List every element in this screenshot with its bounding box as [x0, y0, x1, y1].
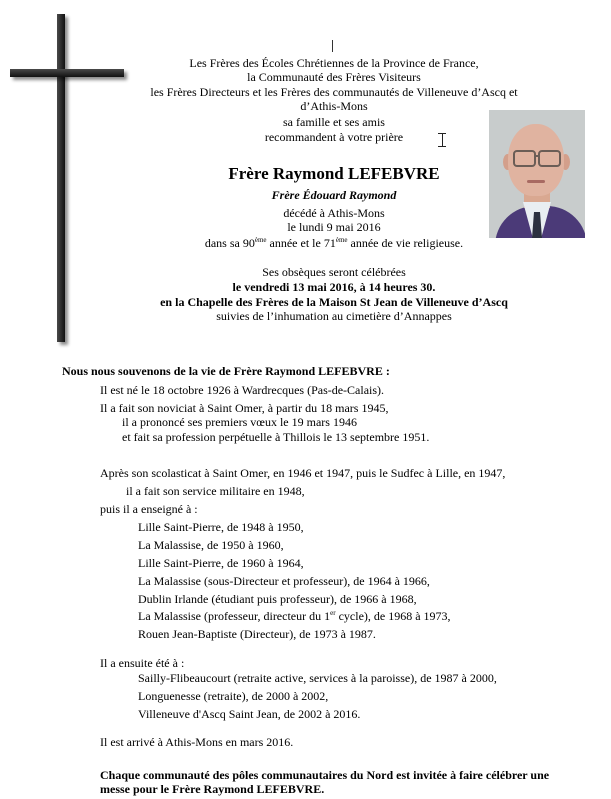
assignment-item: Lille Saint-Pierre, de 1960 à 1964, [138, 556, 304, 570]
assignment-item: Dublin Irlande (étudiant puis professeur), de 1966 à 1968, [138, 592, 417, 606]
later-item: Sailly-Flibeaucourt (retraite active, services à la paroisse), de 1987 à 2000, [138, 671, 497, 685]
novitiate-line: Il a fait son noviciat à Saint Omer, à partir du 18 mars 1945, [100, 401, 389, 415]
header-line-6: recommandent à votre prière [264, 130, 404, 144]
assignment-item: Rouen Jean-Baptiste (Directeur), de 1973 à 1987. [138, 627, 376, 641]
assignment-item: La Malassise (professeur, directeur du 1er cycle), de 1968 à 1973, [138, 609, 451, 623]
cross-vertical-bar [57, 14, 65, 342]
religious-name: Frère Édouard Raymond [271, 188, 397, 202]
later-item: Longuenesse (retraite), de 2000 à 2002, [138, 689, 329, 703]
funeral-date: le vendredi 13 mai 2016, à 14 heures 30. [232, 280, 436, 294]
later-intro: Il a ensuite été à : [100, 656, 185, 670]
header-line-4: d’Athis-Mons [300, 99, 368, 113]
death-date: le lundi 9 mai 2016 [287, 220, 381, 234]
closing-line-2: messe pour le Frère Raymond LEFEBVRE. [100, 782, 325, 796]
burial-line: suivies de l’inhumation au cimetière d’Annappes [216, 309, 452, 323]
funeral-intro: Ses obsèques seront célébrées [262, 265, 406, 279]
military-service-line: il a fait son service militaire en 1948, [126, 484, 305, 498]
first-vows-line: il a prononcé ses premiers vœux le 19 mars 1946 [122, 415, 357, 429]
assignment-item: Lille Saint-Pierre, de 1948 à 1950, [138, 520, 304, 534]
birth-line: Il est né le 18 octobre 1926 à Wardrecques (Pas-de-Calais). [100, 383, 385, 397]
header-line-5: sa famille et ses amis [283, 115, 385, 129]
closing-line-1: Chaque communauté des pôles communautaires du Nord est invitée à faire célébrer une [100, 768, 550, 782]
text-caret [332, 40, 333, 52]
scholasticate-line: Après son scolasticat à Saint Omer, en 1946 et 1947, puis le Sudfec à Lille, en 1947, [100, 466, 506, 480]
header-line-1: Les Frères des Écoles Chrétiennes de la Province de France, [189, 56, 479, 70]
header-line-2: la Communauté des Frères Visiteurs [247, 70, 421, 84]
assignment-item: La Malassise (sous-Directeur et professeur), de 1964 à 1966, [138, 574, 430, 588]
header-line-3: les Frères Directeurs et les Frères des communautés de Villeneuve d’Ascq et [150, 85, 518, 99]
perpetual-vows-line: et fait sa profession perpétuelle à Thillois le 13 septembre 1951. [122, 430, 430, 444]
death-place: décédé à Athis-Mons [283, 206, 385, 220]
taught-intro: puis il a enseigné à : [100, 502, 198, 516]
cross-horizontal-bar [10, 69, 124, 77]
funeral-place: en la Chapelle des Frères de la Maison St Jean de Villeneuve d’Ascq [160, 295, 508, 309]
later-item: Villeneuve d'Ascq Saint Jean, de 2002 à 2016. [138, 707, 361, 721]
biography-heading: Nous nous souvenons de la vie de Frère Raymond LEFEBVRE : [62, 364, 390, 378]
age-line: dans sa 90ème année et le 71ème année de vie religieuse. [204, 236, 464, 250]
deceased-name: Frère Raymond LEFEBVRE [228, 164, 440, 183]
assignment-item: La Malassise, de 1950 à 1960, [138, 538, 284, 552]
arrival-line: Il est arrivé à Athis-Mons en mars 2016. [100, 735, 294, 749]
